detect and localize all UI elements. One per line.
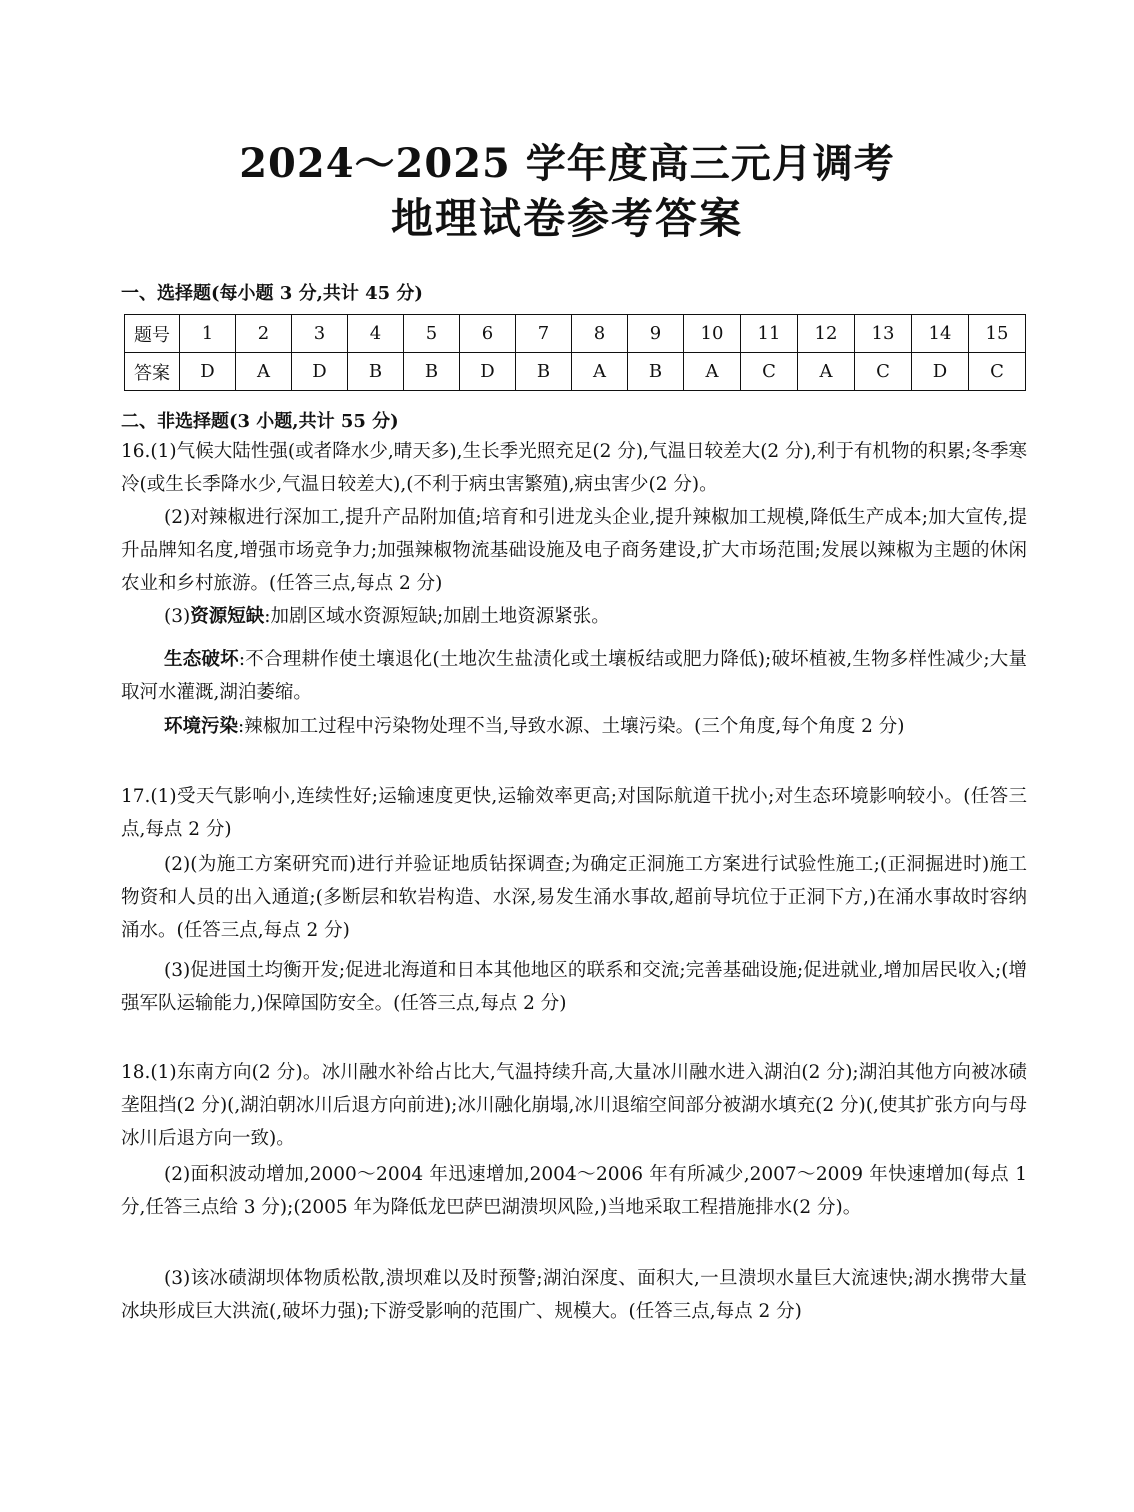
answer-cell: A [572,353,628,391]
q16-part3 [121,600,1027,633]
q18-part1: 18.(1)东南方向(2 分)。冰川融水补给占比大,气温持续升高,大量冰川融水进入湖泊(2 分);湖泊其他方向被冰碛垄阻挡(2 分)(,湖泊朝冰川后退方向前进);冰川融化崩塌,冰川退缩空间部分被湖水填充(2 分)(,使其扩张方向与母冰川后退方向一致)。 [121,1062,1027,1149]
q16-part2: (2)对辣椒进行深加工,提升产品附加值;培育和引进龙头企业,提升辣椒加工规模,降低生产成本;加大宣传,提升品牌知名度,增强市场竞争力;加强辣椒物流基础设施及电子商务建设,扩大市场范围;发展以辣椒为主题的休闲农业和乡村旅游。(任答三点,每点 2 分) [121,507,1027,594]
q16-label-pollution: 环境污染 [164,716,239,737]
question-number: 4 [348,315,404,353]
question-number: 1 [180,315,236,353]
q18-part2: (2)面积波动增加,2000～2004 年迅速增加,2004～2006 年有所减少,2007～2009 年快速增加(每点 1 分,任答三点给 3 分);(2005 年为降低龙巴萨巴湖溃坝风险,)当地采取工程措施排水(2 分)。 [121,1164,1027,1218]
section-heading-choice: 一、选择题(每小题 3 分,共计 45 分) [121,283,423,304]
answer-cell: B [348,353,404,391]
answer-cell: B [628,353,684,391]
page-title-line2: 地理试卷参考答案 [390,194,743,243]
answer-cell: D [180,353,236,391]
answer-cell: C [741,353,798,391]
question-number: 14 [912,315,969,353]
answer-cell: A [798,353,855,391]
answer-cell: D [460,353,516,391]
q16-part1: 16.(1)气候大陆性强(或者降水少,晴天多),生长季光照充足(2 分),气温日较差大(2 分),利于有机物的积累;冬季寒冷(或生长季降水少,气温日较差大),(不利于病虫害繁殖),病虫害少(2 分)。 [121,441,1027,495]
q16-label-ecology: 生态破坏 [164,649,239,670]
row-label-number: 题号 [125,315,180,353]
answer-cell: C [969,353,1026,391]
question-number: 3 [292,315,348,353]
page-title-line1: 2024～2025 学年度高三元月调考 [239,140,895,187]
answer-cell: A [684,353,741,391]
q17-part2: (2)(为施工方案研究而)进行并验证地质钻探调查;为确定正洞施工方案进行试验性施工;(正洞掘进时)施工物资和人员的出入通道;(多断层和软岩构造、水深,易发生涌水事故,超前导坑位于正洞下方,)在涌水事故时容纳涌水。(任答三点,每点 2 分) [121,854,1027,941]
table-row-numbers [125,315,1026,353]
answer-cell: D [292,353,348,391]
question-number: 12 [798,315,855,353]
answer-table [124,314,1026,391]
question-number: 8 [572,315,628,353]
question-number: 13 [855,315,912,353]
q16-text-resource: :加剧区域水资源短缺;加剧土地资源紧张。 [264,606,610,627]
question-number: 2 [236,315,292,353]
answer-cell: B [404,353,460,391]
q16-part3-ecology [121,643,1027,709]
q16-text-pollution: :辣椒加工过程中污染物处理不当,导致水源、土壤污染。(三个角度,每个角度 2 分) [238,716,905,737]
q16-part3-pollution [121,710,1027,743]
answer-cell: C [855,353,912,391]
q16-label-resource: 资源短缺 [190,606,265,627]
question-number: 9 [628,315,684,353]
answer-cell: A [236,353,292,391]
answer-cell: B [516,353,572,391]
q17-part3: (3)促进国土均衡开发;促进北海道和日本其他地区的联系和交流;完善基础设施;促进就业,增加居民收入;(增强军队运输能力,)保障国防安全。(任答三点,每点 2 分) [121,960,1027,1014]
row-label-answer: 答案 [125,353,180,391]
table-row-answers [125,353,1026,391]
q18-part3: (3)该冰碛湖坝体物质松散,溃坝难以及时预警;湖泊深度、面积大,一旦溃坝水量巨大流速快;湖水携带大量冰块形成巨大洪流(,破坏力强);下游受影响的范围广、规模大。(任答三点,每点 2 分) [121,1268,1027,1322]
section-heading-nonchoice: 二、非选择题(3 小题,共计 55 分) [121,411,399,432]
question-number: 15 [969,315,1026,353]
answer-cell: D [912,353,969,391]
question-number: 10 [684,315,741,353]
q17-part1: 17.(1)受天气影响小,连续性好;运输速度更快,运输效率更高;对国际航道干扰小;对生态环境影响较小。(任答三点,每点 2 分) [121,786,1027,840]
q16-part3-prefix: (3) [164,606,191,627]
question-number: 11 [741,315,798,353]
question-number: 6 [460,315,516,353]
question-number: 5 [404,315,460,353]
question-number: 7 [516,315,572,353]
q16-text-ecology: :不合理耕作使土壤退化(土地次生盐渍化或土壤板结或肥力降低);破坏植被,生物多样性减少;大量取河水灌溉,湖泊萎缩。 [121,649,1027,703]
